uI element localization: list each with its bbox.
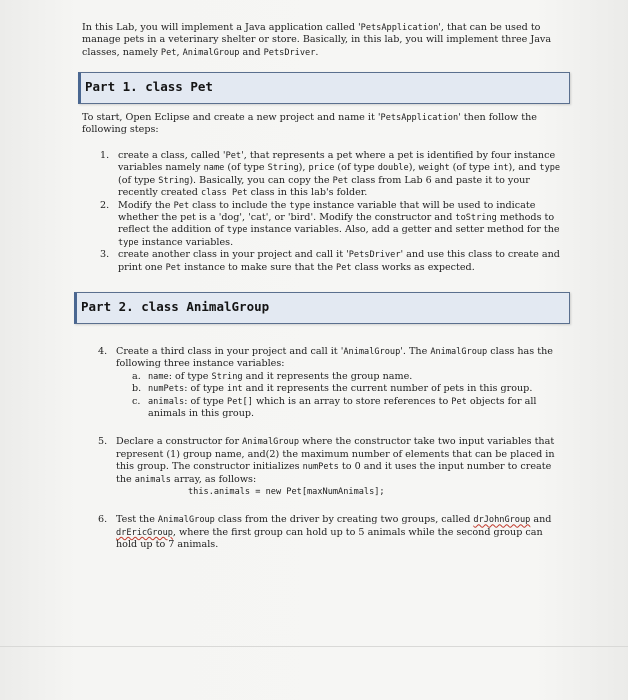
list-item: 4. Create a third class in your project and call it 'AnimalGroup'. The AnimalGroup class has the following three instance variables: a. name: of type String and it represents the group name. b. numPets: of type int and it represents the current number of pets in this group. c. animals: of type Pet[] which is an array to store references to Pet objects for all animals in this group. (98, 346, 564, 420)
list-item: 3. create another class in your project and call it 'PetsDriver' and use this class to create and print one Pet instance to make sure that the Pet class works as expected. (100, 249, 560, 273)
part2-steps-list (98, 346, 564, 568)
sublist-item: c. animals: of type Pet[] which is an array to store references to Pet objects for all animals in this group. (132, 395, 537, 420)
part2-heading: Part 2. class AnimalGroup (81, 299, 270, 314)
part1-heading-banner (78, 72, 570, 104)
list-item: 2. Modify the Pet class to include the type instance variable that will be used to indicate whether the pet is a 'dog', 'cat', or 'bird'. Modify the constructor and toString methods to reflect the addition of type instance variables. Also, add a getter and setter method for the type instance variables. (100, 199, 560, 248)
intro-paragraph: In this Lab, you will implement a Java application called 'PetsApplication', that can be used to manage pets in a veterinary shelter or store. Basically, in this lab, you will implement three Java classes, namely Pet, AnimalGroup and PetsDriver. (82, 22, 552, 58)
part2-heading-banner (74, 292, 570, 324)
part1-heading: Part 1. class Pet (85, 79, 213, 94)
part1-steps-list (100, 150, 564, 274)
sublist-item: b. numPets: of type int and it represents the current number of pets in this group. (132, 383, 533, 395)
part1-intro: To start, Open Eclipse and create a new project and name it 'PetsApplication' then follow the following steps: (82, 112, 537, 136)
sublist-item: a. name: of type String and it represents the group name. (132, 370, 413, 382)
list-item: 5. Declare a constructor for AnimalGroup where the constructor take two input variables that represent (1) group name, and(2) the maximum number of elements that can be placed in this group. The constructor initializes numPets to 0 and it uses the input number to create the animals array, as follows: this.animals = new Pet[maxNumAnimals]; (98, 436, 564, 498)
list-item: 1. create a class, called 'Pet', that represents a pet where a pet is identified by four instance variables namely name (of type String), price (of type double), weight (of type int), and type (of type String). Basically, you can copy the Pet class from Lab 6 and paste it to your recently created class Pet class in this lab's folder. (100, 150, 561, 199)
instance-variables-sublist (116, 371, 564, 421)
code-snippet: this.animals = new Pet[maxNumAnimals]; (188, 487, 385, 498)
divider (0, 646, 628, 647)
list-item: 6. Test the AnimalGroup class from the driver by creating two groups, called drJohnGroup and drEricGroup, where the first group can hold up to 5 animals while the second group can hold up to 7 animals. (98, 514, 552, 551)
